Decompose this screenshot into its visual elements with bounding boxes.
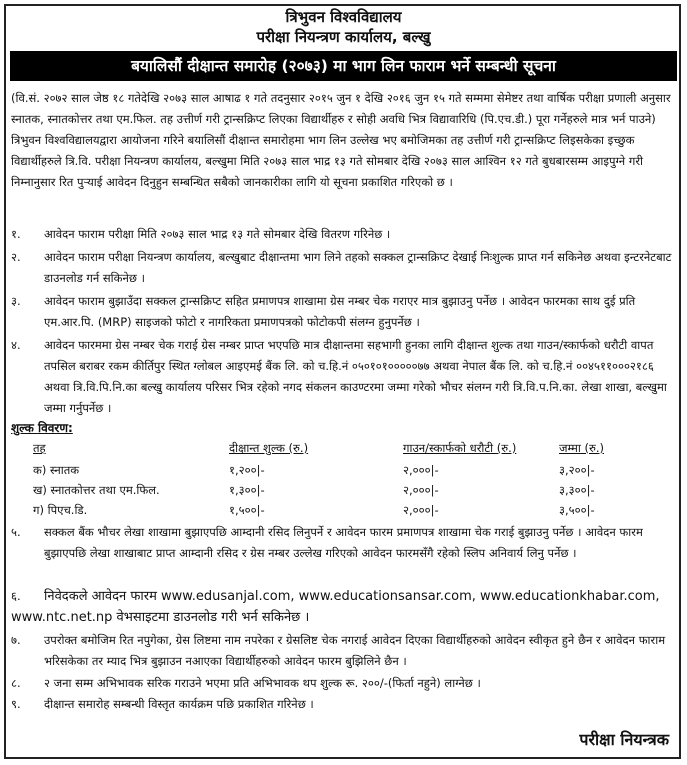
fee-total: ३,५००|- [559,503,595,517]
item-number: ६. [11,589,21,603]
download-sites-line1: निवेदकले आवेदन फारम www.edusanjal.com, www.educationsansar.com, www.educationkhabar.com, [44,589,660,604]
item-text: सक्कल बैंक भौचर लेखा शाखामा बुझाएपछि आम्दानी रसिद लिनुपर्ने र आवेदन फारम प्रमाणपत्र शाखामा चेक गराई बुझाउनु पर्नेछ । आवेदन फारम बुझाएपछि लेखा शाखाबाट प्राप्त आम्दानी रसिद र ग्रेस नम्बर उल्लेख गरिएको आवेदन फारमसँगै रहेको स्लिप अनिवार्य लिनु पर्नेछ । [44,525,643,560]
item-text: उपरोक्त बमोजिम रित नपुगेका, ग्रेस लिष्टमा नाम नपरेका र ग्रेसलिष्ट चेक नगराई आवेदन दिएका विद्यार्थीहरुको आवेदन स्वीकृत हुने छैन र आवेदन फाराम भरिसकेका तर म्याद भित्र बुझाउन नआएका विद्यार्थीहरुको आवेदन फारम बुझिलिने छैन । [44,633,666,668]
item-text: आवेदन फारममा ग्रेस नम्बर चेक गराई ग्रेस नम्बर प्राप्त भएपछि मात्र दीक्षान्तमा सहभागी हुनका लागि दीक्षान्त शुल्क तथा गाउन/स्कार्फको धरौटी वापत तपसिल बराबर रकम कीर्तिपुर स्थित ग्लोबल आइएमई बैंक लि. को च.हि.नं ०५०१०१०००००७७ अथवा नेपाल बैंक लि. को च.हि.नं ००४५११०००२१८६ अथवा त्रि.वि.पि.नि.का बल्खु कार्यालय परिसर भित्र रहेको नगद संकलन काउण्टरमा जम्मा गरेको भौचर संलग्न गरी त्रि.वि.प.नि.का. लेखा शाखा, बल्खुमा जम्मा गर्नुपर्नेछ । [44,338,667,415]
item-text: आवेदन फाराम परीक्षा नियन्त्रण कार्यालय, बल्खुबाट दीक्षान्तमा भाग लिने तहको सक्कल ट्रान्सक्रिप्ट देखाई निःशुल्क प्राप्त गर्न सकिनेछ अथवा इन्टरनेटबाट डाउनलोड गर्न सकिनेछ । [44,250,672,285]
item-text: आवेदन फाराम बुझाउँदा सक्कल ट्रान्सक्रिप्ट सहित प्रमाणपत्र शाखामा ग्रेस नम्बर चेक गराएर मात्र बुझाउनु पर्नेछ । आवेदन फारमका साथ दुई प्रति एम.आर.पि. (MRP) साइजको फोटो र नागरिकता प्रमाणपत्रको फोटोकपी संलग्न हुनुपर्नेछ । [44,294,636,329]
fee-header-convocation: दीक्षान्त शुल्क (रु.) [229,441,309,455]
fee-total: ३,३००|- [559,483,595,497]
office-name: परीक्षा नियन्त्रण कार्यालय, बल्खु [256,28,431,46]
fee-details-title: शुल्क विवरण: [11,421,73,435]
table-row [33,503,653,523]
fee-gown-deposit: २,०००|- [403,463,439,477]
table-row [33,463,653,483]
fee-convocation: १,२००|- [229,463,265,477]
fee-header-level: तह [33,441,46,455]
item-number: ४. [11,338,21,352]
download-sites-line2: www.ntc.net.np वेभसाइटमा डाउनलोड गरी भर्न सकिनेछ । [11,610,310,625]
fee-level: क) स्नातक [33,463,80,477]
item-text: आवेदन फाराम परीक्षा मिति २०७३ साल भाद्र १३ गते सोमबार देखि वितरण गरिनेछ । [44,227,391,241]
item-number: ७. [11,633,21,647]
signature-exam-controller: परीक्षा नियन्त्रक [579,730,669,749]
item-number: ९. [11,697,21,711]
fee-header-total: जम्मा (रु.) [559,441,604,455]
fee-header-gown-deposit: गाउन/स्कार्फको धरौटी (रु.) [403,441,517,455]
item-number: २. [11,250,21,264]
fee-total: ३,२००|- [559,463,595,477]
fee-gown-deposit: २,०००|- [403,483,439,497]
item-text: २ जना सम्म अभिभावक सरिक गराउने भएमा प्रति अभिभावक थप शुल्क रू. २००/-(फिर्ता नहुने) लाग्नेछ । [44,676,481,690]
fee-convocation: १,५००|- [229,503,265,517]
fee-level: ग) पिएच.डि. [33,503,88,517]
item-number: ५. [11,525,21,539]
item-number: ८. [11,676,21,690]
fee-gown-deposit: २,०००|- [403,503,439,517]
item-number: ३. [11,294,21,308]
intro-paragraph: (वि.सं. २०७२ साल जेष्ठ १८ गतेदेखि २०७३ साल आषाढ १ गते तदनुसार २०१५ जुन १ देखि २०१६ जुन १५ गते सम्ममा सेमेष्टर तथा वार्षिक परीक्षा प्रणाली अनुसार स्नातक, स्नातकोत्तर तथा एम.फिल. तह उत्तीर्ण गरी ट्रान्सक्रिप्ट लिएका विद्यार्थीहरु र सोही अवधि भित्र विद्यावारिधि (पि.एच.डी.) पूरा गर्नेहरुले मात्र भर्न पाउने) त्रिभुवन विश्वविद्यालयद्वारा आयोजना गरिने बयालिसौं दीक्षान्त समारोहमा भाग लिन उल्लेख भए बमोजिमका तह उत्तीर्ण गरी ट्रान्सक्रिप्ट लिइसकेका इच्छुक विद्यार्थीहरुले त्रि.वि. परीक्षा नियन्त्रण कार्यालय, बल्खुमा मिति २०७३ साल भाद्र १३ गते सोमबार देखि २०७३ साल आश्विन १२ गते बुधबारसम्म आइपुग्ने गरी निम्नानुसार रित पुऱ्याई आवेदन दिनुहुन सम्बन्धित सबैको जानकारीका लागि यो सूचना प्रकाशित गरिएको छ । [11,91,671,189]
item-number: १. [11,227,21,241]
item-text: दीक्षान्त समारोह सम्बन्धी विस्तृत कार्यक्रम पछि प्रकाशित गरिनेछ । [44,697,314,711]
fee-convocation: १,३००|- [229,483,265,497]
fee-table-header [33,441,653,461]
item-text [11,586,674,628]
notice-title-banner: बयालिसौं दीक्षान्त समारोह (२०७३) मा भाग लिन फाराम भर्ने सम्बन्धी सूचना [10,51,677,81]
table-row [33,483,653,503]
fee-level: ख) स्नातकोत्तर तथा एम.फिल. [33,483,160,497]
university-name: त्रिभुवन विश्वविद्यालय [285,8,402,26]
